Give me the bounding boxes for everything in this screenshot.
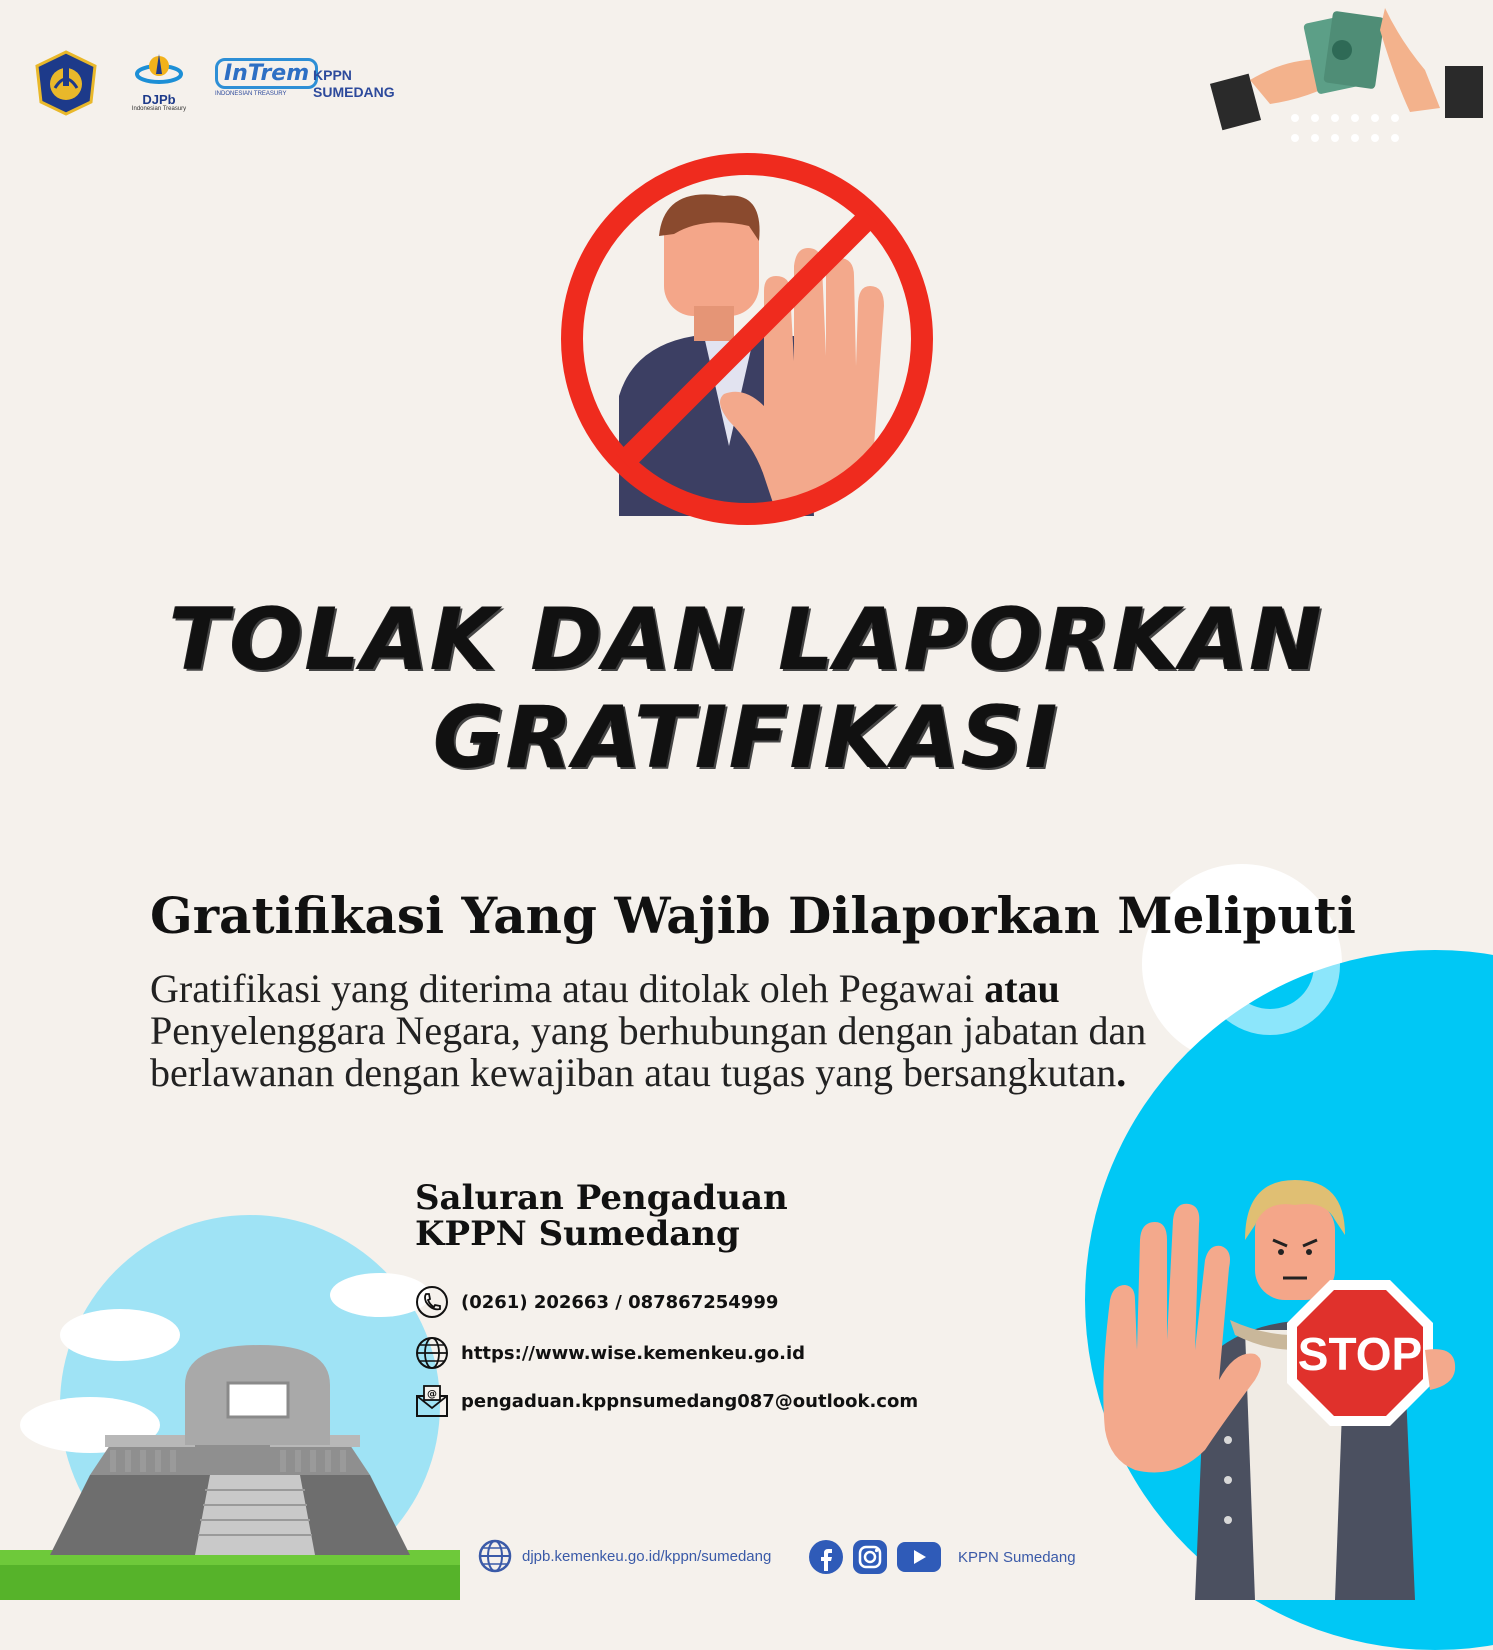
kemenkeu-logo — [33, 50, 99, 116]
contact-email-link[interactable]: pengaduan.kppnsumedang087@outlook.com — [461, 1390, 919, 1412]
footer-globe-icon — [478, 1539, 512, 1573]
phone-icon — [415, 1285, 449, 1319]
contact-phone[interactable]: (0261) 202663 / 087867254999 — [461, 1291, 779, 1313]
contact-title-line1: Saluran Pengaduan — [415, 1178, 788, 1218]
djpb-logo-subtext: Indonesian Treasury — [131, 106, 187, 112]
section-paragraph — [150, 968, 1300, 1094]
no-gratification-ban-illustration — [554, 146, 940, 532]
footer-social — [808, 1539, 1076, 1575]
org-name — [313, 67, 395, 101]
page-title-line1: TOLAK DAN LAPORKAN — [169, 590, 1324, 690]
contact-phone-row — [415, 1285, 778, 1319]
svg-text:@: @ — [427, 1389, 437, 1400]
contact-website-link[interactable]: https://www.wise.kemenkeu.go.id — [461, 1342, 806, 1364]
contact-email-row — [415, 1384, 918, 1418]
paragraph-text-1: Gratifikasi yang diterima atau ditolak oleh Pegawai — [150, 966, 985, 1011]
paragraph-text-2: Penyelenggara Negara, yang berhubungan dengan jabatan dan berlawanan dengan kewajiban atau tugas yang bersangkutan — [150, 1008, 1147, 1095]
paragraph-bold-word: atau — [984, 966, 1060, 1011]
contact-website-row — [415, 1336, 805, 1370]
contact-title-line2: KPPN Sumedang — [415, 1214, 740, 1254]
djpb-logo-text: DJPb — [142, 92, 176, 107]
intrem-logo-text: InTrem — [215, 58, 318, 89]
footer-url-link[interactable]: djpb.kemenkeu.go.id/kppn/sumedang — [522, 1547, 772, 1565]
org-name-line1: KPPN — [313, 67, 352, 83]
paragraph-end-period: . — [1116, 1050, 1127, 1095]
footer-website — [478, 1539, 771, 1573]
org-name-line2: SUMEDANG — [313, 84, 395, 100]
envelope-icon — [415, 1384, 449, 1418]
djpb-logo — [128, 50, 190, 116]
facebook-icon[interactable] — [808, 1539, 844, 1575]
youtube-icon[interactable] — [896, 1540, 942, 1574]
globe-icon — [415, 1336, 449, 1370]
stop-person-illustration — [1095, 1180, 1493, 1600]
instagram-icon[interactable] — [852, 1539, 888, 1575]
intrem-logo — [215, 58, 310, 110]
intrem-logo-subtext: INDONESIAN TREASURY — [215, 91, 287, 97]
monument-illustration — [0, 1205, 460, 1600]
money-exchange-illustration — [1210, 0, 1493, 150]
page-title-line2: GRATIFIKASI — [433, 688, 1060, 788]
stop-sign-text: STOP — [1297, 1328, 1423, 1380]
footer-social-name[interactable]: KPPN Sumedang — [958, 1548, 1076, 1566]
section-heading: Gratifikasi Yang Wajib Dilaporkan Meliputi — [150, 886, 1356, 945]
contact-title — [415, 1180, 788, 1252]
